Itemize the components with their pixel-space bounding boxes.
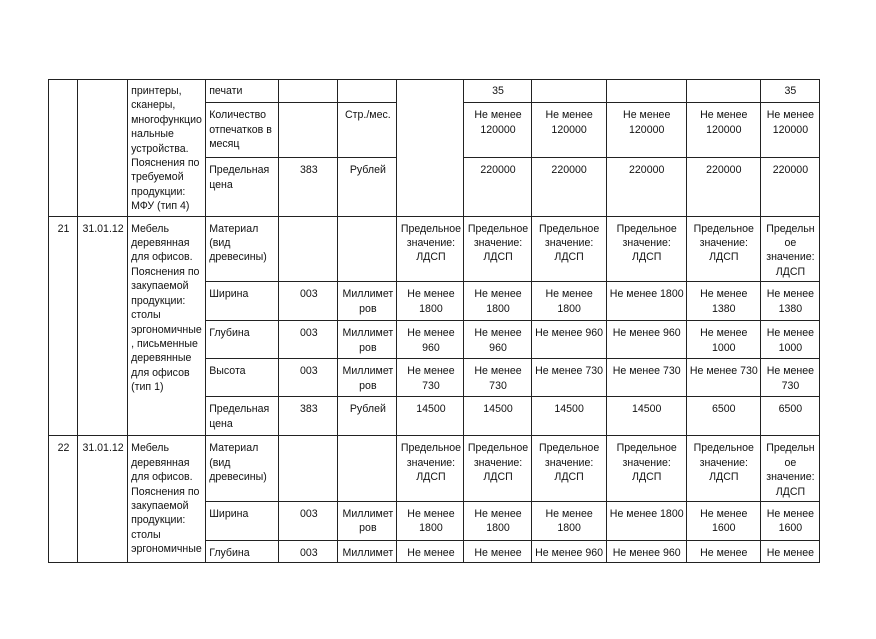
- characteristic-cell: Количество отпечатков в месяц: [206, 103, 279, 158]
- table-row: [49, 80, 820, 103]
- value-cell: Не менее 1800: [397, 501, 464, 540]
- specification-table: [48, 79, 820, 563]
- value-cell: Не менее 730: [397, 359, 464, 397]
- value-cell: Не менее 960: [464, 321, 531, 359]
- value-cell: Предельное значение: ЛДСП: [397, 216, 464, 282]
- value-cell: Не менее 730: [531, 359, 606, 397]
- value-cell: Не менее 960: [531, 540, 606, 562]
- value-cell: Не менее 730: [760, 359, 819, 397]
- characteristic-cell: Предельная цена: [206, 397, 279, 436]
- value-cell: 14500: [464, 397, 531, 436]
- value-cell: Не менее 1800: [531, 282, 606, 321]
- value-cell: Не менее: [686, 540, 760, 562]
- value-cell: Не менее 1000: [760, 321, 819, 359]
- value-cell: Не менее 960: [606, 540, 686, 562]
- unit-name-cell: Миллиметров: [338, 501, 397, 540]
- characteristic-cell: Материал (вид древесины): [206, 216, 279, 282]
- unit-code-cell: [279, 436, 338, 502]
- characteristic-cell: печати: [206, 80, 279, 103]
- value-cell: Не менее 1800: [531, 501, 606, 540]
- value-cell: [397, 80, 464, 217]
- value-cell: Не менее 960: [531, 321, 606, 359]
- value-cell: Не менее 1800: [464, 501, 531, 540]
- characteristic-cell: Высота: [206, 359, 279, 397]
- value-cell: Предельное значение: ЛДСП: [606, 436, 686, 502]
- value-cell: 14500: [606, 397, 686, 436]
- value-cell: Не менее: [760, 540, 819, 562]
- value-cell: 220000: [606, 158, 686, 216]
- value-cell: Не менее 730: [686, 359, 760, 397]
- unit-name-cell: Миллиметров: [338, 359, 397, 397]
- characteristic-cell: Материал (вид древесины): [206, 436, 279, 502]
- value-cell: Не менее 120000: [531, 103, 606, 158]
- value-cell: Предельное значение: ЛДСП: [531, 216, 606, 282]
- unit-code-cell: 003: [279, 540, 338, 562]
- value-cell: Не менее 730: [606, 359, 686, 397]
- value-cell: Предельное значение: ЛДСП: [397, 436, 464, 502]
- value-cell: 35: [760, 80, 819, 103]
- unit-code-cell: 003: [279, 282, 338, 321]
- product-name-cell: принтеры, сканеры, многофункциональные устройства. Пояснения по требуемой продукции: МФУ (тип 4): [128, 80, 206, 217]
- unit-code-cell: [279, 103, 338, 158]
- value-cell: [531, 80, 606, 103]
- value-cell: Не менее 1380: [686, 282, 760, 321]
- unit-name-cell: Рублей: [338, 158, 397, 216]
- product-name-cell: Мебель деревянная для офисов. Пояснения по закупаемой продукции: столы эргономичные: [128, 436, 206, 563]
- unit-name-cell: [338, 80, 397, 103]
- value-cell: Не менее 120000: [464, 103, 531, 158]
- value-cell: 220000: [531, 158, 606, 216]
- value-cell: Не менее 730: [464, 359, 531, 397]
- characteristic-cell: Ширина: [206, 282, 279, 321]
- value-cell: Предельное значение: ЛДСП: [686, 436, 760, 502]
- okpd-code-cell: [78, 80, 128, 217]
- okpd-code-cell: 31.01.12: [78, 436, 128, 563]
- value-cell: 14500: [531, 397, 606, 436]
- value-cell: 35: [464, 80, 531, 103]
- value-cell: Не менее 1800: [397, 282, 464, 321]
- value-cell: Не менее 960: [397, 321, 464, 359]
- unit-name-cell: Миллиметров: [338, 282, 397, 321]
- value-cell: Не менее 120000: [760, 103, 819, 158]
- characteristic-cell: Глубина: [206, 321, 279, 359]
- unit-name-cell: Миллиметров: [338, 321, 397, 359]
- unit-name-cell: Миллимет: [338, 540, 397, 562]
- unit-code-cell: [279, 80, 338, 103]
- value-cell: Не менее 120000: [606, 103, 686, 158]
- value-cell: Не менее 1000: [686, 321, 760, 359]
- value-cell: [606, 80, 686, 103]
- okpd-code-cell: 31.01.12: [78, 216, 128, 436]
- characteristic-cell: Ширина: [206, 501, 279, 540]
- unit-name-cell: Рублей: [338, 397, 397, 436]
- value-cell: Не менее 1800: [606, 282, 686, 321]
- value-cell: Предельное значение: ЛДСП: [760, 216, 819, 282]
- unit-name-cell: [338, 216, 397, 282]
- value-cell: 220000: [464, 158, 531, 216]
- unit-name-cell: [338, 436, 397, 502]
- value-cell: Не менее 120000: [686, 103, 760, 158]
- value-cell: Предельное значение: ЛДСП: [760, 436, 819, 502]
- row-number-cell: [49, 80, 78, 217]
- unit-code-cell: 383: [279, 397, 338, 436]
- table-row: [49, 436, 820, 502]
- value-cell: Не менее: [397, 540, 464, 562]
- value-cell: [686, 80, 760, 103]
- value-cell: Не менее 1800: [606, 501, 686, 540]
- value-cell: 6500: [760, 397, 819, 436]
- row-number-cell: 22: [49, 436, 78, 563]
- value-cell: Предельное значение: ЛДСП: [606, 216, 686, 282]
- characteristic-cell: Глубина: [206, 540, 279, 562]
- value-cell: Предельное значение: ЛДСП: [464, 216, 531, 282]
- characteristic-cell: Предельная цена: [206, 158, 279, 216]
- table-row: [49, 216, 820, 282]
- value-cell: Предельное значение: ЛДСП: [531, 436, 606, 502]
- unit-code-cell: [279, 216, 338, 282]
- value-cell: Не менее 960: [606, 321, 686, 359]
- unit-code-cell: 003: [279, 321, 338, 359]
- product-name-cell: Мебель деревянная для офисов. Пояснения по закупаемой продукции: столы эргономичные, письменные деревянные для офисов (тип 1): [128, 216, 206, 436]
- value-cell: 220000: [760, 158, 819, 216]
- unit-code-cell: 383: [279, 158, 338, 216]
- value-cell: Не менее 1380: [760, 282, 819, 321]
- value-cell: 6500: [686, 397, 760, 436]
- value-cell: Не менее 1600: [760, 501, 819, 540]
- unit-name-cell: Стр./мес.: [338, 103, 397, 158]
- value-cell: 14500: [397, 397, 464, 436]
- value-cell: Предельное значение: ЛДСП: [686, 216, 760, 282]
- value-cell: 220000: [686, 158, 760, 216]
- value-cell: Не менее 1600: [686, 501, 760, 540]
- value-cell: Не менее 1800: [464, 282, 531, 321]
- value-cell: Не менее: [464, 540, 531, 562]
- unit-code-cell: 003: [279, 501, 338, 540]
- row-number-cell: 21: [49, 216, 78, 436]
- value-cell: Предельное значение: ЛДСП: [464, 436, 531, 502]
- unit-code-cell: 003: [279, 359, 338, 397]
